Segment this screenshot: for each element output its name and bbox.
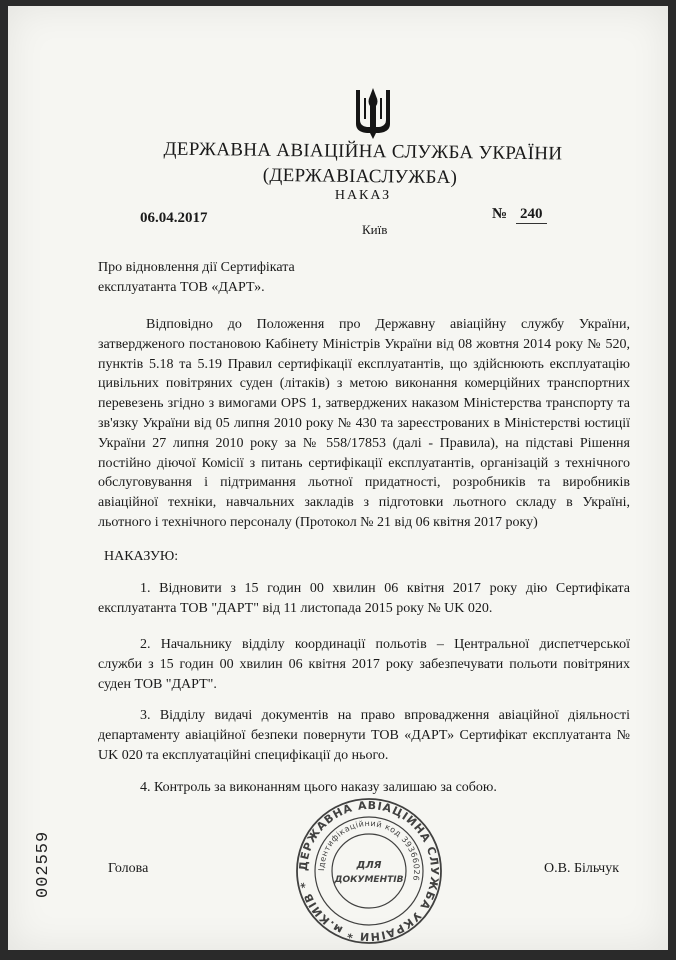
agency-short-name: (ДЕРЖАВІАСЛУЖБА)	[262, 164, 458, 189]
order-item-3: 3. Відділу видачі документів на право впровадження авіаційної діяльності департаменту авіаційної безпеки повернути ТОВ «ДАРТ» Сертифікат експлуатанта № UK 020 та експлуатаційні специфікації до нього.	[98, 708, 630, 763]
order-subject	[98, 258, 295, 298]
signatory-name: О.В. Більчук	[544, 861, 620, 876]
subject-line-2: експлуатанта ТОВ «ДАРТ».	[98, 280, 265, 295]
document-page	[8, 6, 668, 950]
order-city: Київ	[362, 222, 388, 237]
stamp-center-line-1: ДЛЯ	[356, 860, 382, 871]
subject-line-1: Про відновлення дії Сертифіката	[98, 260, 295, 275]
order-number-label: №	[492, 206, 508, 222]
preamble-paragraph: Відповідно до Положення про Державну авіаційну службу України, затвердженого постановою Кабінету Міністрів України від 08 жовтня 2014 року № 520, пунктів 5.18 та 5.19 Правил сертифікації експлуатантів, що здійснюють експлуатацію цивільних повітряних суден (літаків) з метою виконання комерційних транспортних перевезень згідно з вимогами OPS 1, затверджених наказом Міністерства транспорту та зв'язку України від 05 липня 2010 року № 430 та зареєстрованих в Міністерстві юстиції України 27 липня 2010 року за № 558/17853 (далі - Правила), на підставі Рішення постійно діючої Комісії з питань сертифікації експлуатантів, організацій з технічного обслуговування і підтримання льотної придатності, розробників та виробників авіаційної техніки, навчальних закладів з підготовки льотного складу в Україні, льотного і технічного персоналу (Протокол № 21 від 06 квітня 2017 року)	[98, 317, 630, 530]
trident-emblem-icon	[353, 86, 393, 140]
stamp-center-line-2: ДОКУМЕНТІВ	[334, 875, 404, 885]
registration-number: 002559	[34, 830, 53, 898]
order-date: 06.04.2017	[140, 210, 208, 226]
order-item-2: 2. Начальнику відділу координації польотів – Центральної диспетчерської служби з 15 годин 00 хвилин 06 квітня 2017 року забезпечувати польоти повітряних суден ТОВ "ДАРТ".	[98, 637, 630, 692]
stamp-code-text: Ідентифікаційний код 39366026	[316, 818, 422, 882]
order-number: 240	[516, 206, 547, 224]
order-item-1: 1. Відновити з 15 годин 00 хвилин 06 квітня 2017 року дію Сертифіката експлуатанта ТОВ "ДАРТ" від 11 листопада 2015 року № UK 020.	[98, 581, 630, 616]
agency-name: ДЕРЖАВНА АВІАЦІЙНА СЛУЖБА УКРАЇНИ	[163, 138, 563, 165]
signatory-title: Голова	[108, 861, 149, 876]
order-item-4: 4. Контроль за виконанням цього наказу залишаю за собою.	[140, 780, 497, 795]
order-word: НАКАЗУЮ:	[104, 549, 179, 564]
official-stamp	[294, 796, 444, 946]
stamp-outer-text: ДЕРЖАВНА АВІАЦІЙНА СЛУЖБА УКРАЇНИ * м.КИЇВ *	[296, 798, 442, 944]
document-type: НАКАЗ	[334, 188, 392, 203]
